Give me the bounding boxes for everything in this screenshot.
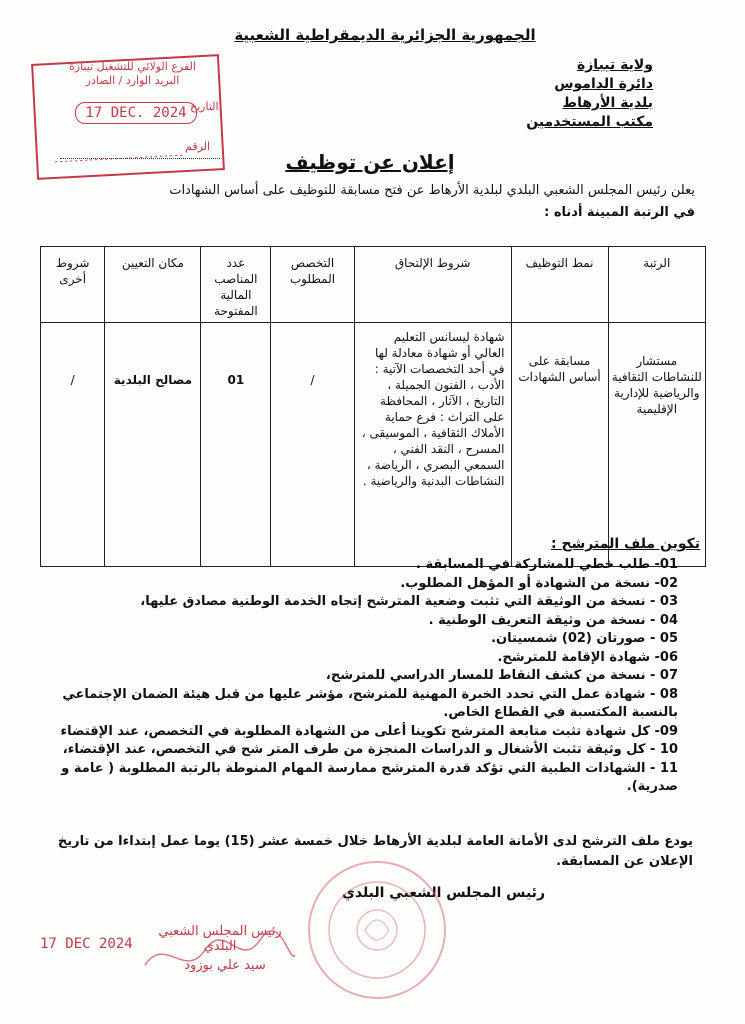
handwritten-signature bbox=[140, 925, 300, 985]
list-item: 07 - نسخة من كشف النقاط للمسار الدراسي للمترشح، bbox=[325, 668, 678, 683]
cell-place: مصالح البلدية bbox=[105, 323, 201, 567]
list-item: 04 - نسخة من وثيقة التعريف الوطنية . bbox=[428, 612, 678, 628]
signature-stamp-role: رئيس المجلس الشعبي البلدي bbox=[158, 924, 282, 954]
stamp-line-1: الفرع الولائي للتشغيل تيبازة bbox=[69, 60, 196, 73]
list-item: 08 - شهادة عمل التي تحدد الخبرة المهنية للمترشح، مؤشر عليها من قبل هيئة الضمان الإجتماعي بالنسبة المكتسبة في القطاع الخاص. bbox=[62, 686, 678, 720]
cell-conditions: شهادة ليسانس التعليم العالي أو شهادة معادلة لها في أحد التخصصات الآتية : الأدب ، الفنون الجميلة ، التاريخ ، الآثار ، المحافظة على التراث : فرع حماية الأملاك الثقافية ، الموسيقى ، المسرح ، النقد الفني ، السمعي البصري ، الرياضة ، النشاطات البدنية والرياضية . bbox=[354, 323, 511, 567]
file-section-title: تكوين ملف المترشح : bbox=[550, 536, 700, 552]
reception-stamp-text bbox=[45, 60, 220, 88]
cell-mode: مسابقة على أساس الشهادات bbox=[511, 323, 608, 567]
admin-line-wilaya: ولاية تيبازة bbox=[576, 57, 653, 73]
official-seal bbox=[305, 858, 450, 1003]
list-item: 09- كل شهادة تثبت متابعة المترشح تكوينا أعلى من الشهادة المطلوبة في التخصص، عند الإقتضاء bbox=[60, 723, 678, 739]
closing-paragraph: يودع ملف الترشح لدى الأمانة العامة لبلدية الأرهاط خلال خمسة عشر (15) يوما عمل إبتداءا من تاريخ الإعلان عن المسابقة. bbox=[57, 834, 693, 869]
list-item: 03 - نسخة من الوثيقة التي تثبت وضعية المترشح إتجاه الخدمة الوطنية مصادق عليها، bbox=[140, 594, 678, 609]
stamp-line-2: البريد الوارد / الصادر bbox=[85, 74, 180, 87]
list-item: 01- طلب خطي للمشاركة في المسابقة . bbox=[416, 557, 678, 572]
header-grade: الرتبة bbox=[608, 247, 705, 323]
stamp-date-label: التاريخ bbox=[190, 100, 219, 113]
intro-line-1: يعلن رئيس المجلس الشعبي البلدي لبلدية الأرهاط عن فتح مسابقة للتوظيف على أساس الشهادات bbox=[169, 183, 695, 198]
header-other: شروط أخرى bbox=[41, 247, 105, 323]
recruitment-table bbox=[40, 246, 706, 567]
administration-block bbox=[453, 56, 653, 132]
admin-line-commune: بلدية الأرهاط bbox=[562, 95, 653, 111]
signature-stamp-name: سيد علي بوزود bbox=[184, 958, 266, 973]
list-item: 05 - صورتان (02) شمسيتان. bbox=[491, 631, 678, 646]
announcement-title: إعلان عن توظيف bbox=[285, 150, 455, 174]
signer-title: رئيس المجلس الشعبي البلدي bbox=[342, 885, 545, 901]
intro-line-2: في الرتبة المبينة أدناه : bbox=[544, 205, 695, 220]
list-item: 11 - الشهادات الطبية التي تؤكد قدرة المترشح ممارسة المهام المنوطة بالرتبة المطلوبة ( عامة و صدرية). bbox=[61, 760, 678, 794]
list-item: 02- نسخة من الشهادة أو المؤهل المطلوب. bbox=[400, 575, 678, 591]
header-posts: عدد المناصب المالية المفتوحة bbox=[201, 247, 271, 323]
stamp-number-label: الرقم bbox=[185, 140, 211, 153]
cell-posts: 01 bbox=[201, 323, 271, 567]
list-item: 10 - كل وثيقة تثبت الأشغال و الدراسات المنجزة من طرف المتر شح في التخصص، عند الإقتضاء، bbox=[62, 742, 678, 757]
cell-other: / bbox=[41, 323, 105, 567]
admin-line-office: مكتب المستخدمين bbox=[526, 114, 653, 130]
header-place: مكان التعيين bbox=[105, 247, 201, 323]
header-specialty: التخصص المطلوب bbox=[271, 247, 354, 323]
signature-date-stamp: 17 DEC 2024 bbox=[40, 936, 133, 952]
number-dotted-line bbox=[60, 158, 220, 159]
admin-line-daira: دائرة الداموس bbox=[554, 76, 653, 92]
announcement-intro bbox=[45, 180, 695, 224]
list-item: 06- شهادة الإقامة للمترشح. bbox=[497, 649, 678, 665]
cell-grade: مستشار للنشاطات الثقافية والرياضية للإدارية الإقليمية bbox=[608, 323, 705, 567]
stamp-date: 17 DEC. 2024 bbox=[75, 102, 197, 124]
table-row bbox=[41, 323, 706, 567]
republic-header: الجمهورية الجزائرية الديمقراطية الشعبية bbox=[234, 26, 536, 44]
file-items-list bbox=[38, 556, 678, 797]
cell-specialty: / bbox=[271, 323, 354, 567]
header-mode: نمط التوظيف bbox=[511, 247, 608, 323]
header-conditions: شروط الإلتحاق bbox=[354, 247, 511, 323]
